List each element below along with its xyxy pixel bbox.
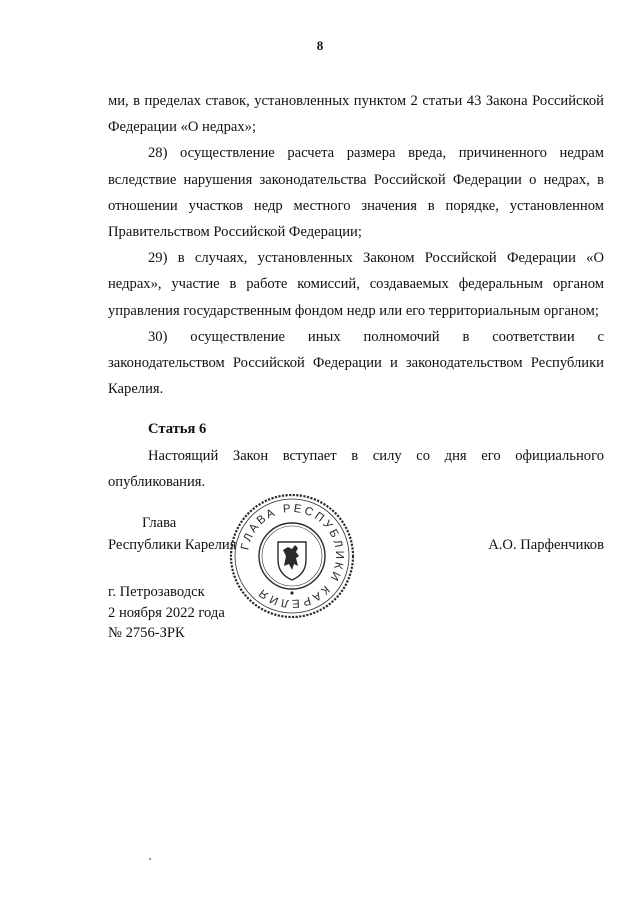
page-number: 8 (316, 38, 324, 53)
signing-date: 2 ноября 2022 года (108, 604, 225, 621)
paragraph-item-29: 29) в случаях, установленных Законом Российской Федерации «О недрах», участие в работе комиссий, создаваемых федеральным органом управления государственным фондом недр или его территориальным органом; (108, 250, 604, 319)
signatory-title-line1: Глава (142, 515, 177, 531)
article-text: Настоящий Закон вступает в силу со дня его официального опубликования. (108, 447, 604, 490)
coat-of-arms-icon (278, 542, 306, 595)
place-and-date (108, 582, 225, 644)
scan-speck (149, 858, 151, 860)
paragraph-item-30: 30) осуществление иных полномочий в соответствии с законодательством Российской Федерации и законодательством Республики Карелия. (108, 328, 604, 398)
seal-ring-text: ГЛАВА РЕСПУБЛИКИ КАРЕЛИЯ (239, 502, 346, 610)
signatory-title (108, 512, 236, 556)
law-number: № 2756-ЗРК (108, 625, 185, 641)
paragraph-continuation: ми, в пределах ставок, установленных пунктом 2 статьи 43 Закона Российской Федерации «О недрах»; (108, 93, 604, 136)
signing-city: г. Петрозаводск (108, 584, 205, 600)
article-heading: Статья 6 (148, 421, 207, 438)
document-body (108, 88, 604, 495)
signatory-title-line2: Республики Карелия (108, 537, 237, 553)
signatory-name: А.О. Парфенчиков (488, 537, 604, 553)
official-seal (228, 492, 356, 620)
paragraph-item-28: 28) осуществление расчета размера вреда, причиненного недрам вследствие нарушения законодательства Российской Федерации о недрах, в отношении участков недр местного значения в порядке, установленном Правительством Российской Федерации; (108, 145, 604, 241)
